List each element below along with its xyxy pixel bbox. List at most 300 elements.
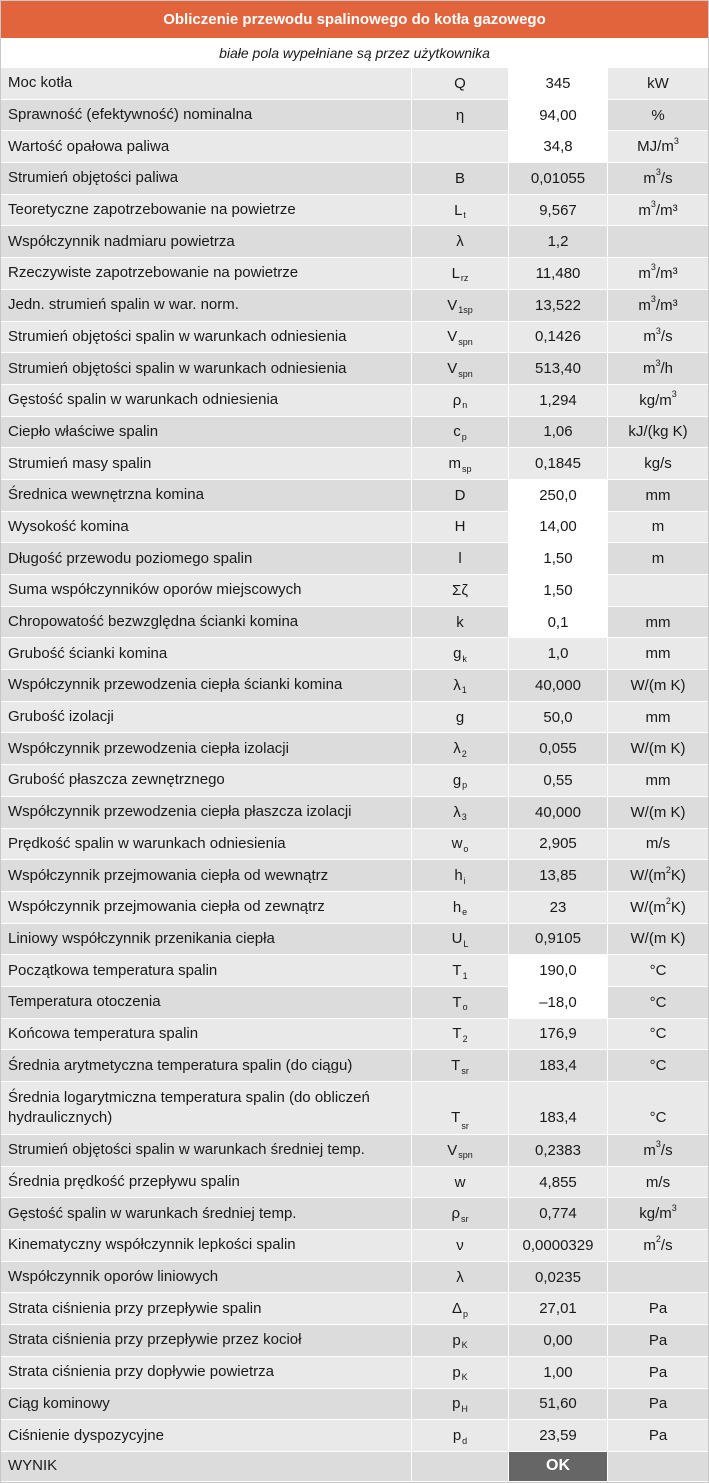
parameter-name: Liniowy współczynnik przenikania ciepła — [1, 924, 412, 955]
unit-main: m — [643, 1141, 656, 1159]
parameter-unit — [608, 1389, 708, 1420]
symbol-main: η — [455, 106, 465, 124]
table-row — [1, 765, 708, 797]
table-row — [1, 1050, 708, 1082]
symbol-main: V — [447, 1141, 458, 1159]
parameter-symbol — [412, 765, 509, 796]
unit-main: mm — [645, 708, 671, 726]
table-row — [1, 1293, 708, 1325]
symbol-subscript: H — [461, 1403, 468, 1414]
parameter-name: Średnia logarytmiczna temperatura spalin (do obliczeń hydraulicznych) — [1, 1082, 412, 1134]
parameter-symbol — [412, 353, 509, 384]
parameter-unit — [608, 1198, 708, 1229]
value-output: 11,480 — [509, 258, 608, 289]
unit-superscript: 3 — [655, 325, 661, 336]
parameter-symbol — [412, 258, 509, 289]
parameter-unit — [608, 575, 708, 606]
unit-main: m — [642, 360, 656, 378]
parameter-name: Ciepło właściwe spalin — [1, 417, 412, 448]
symbol-main: c — [453, 423, 461, 441]
table-row — [1, 607, 708, 639]
table-row — [1, 733, 708, 765]
unit-main: m — [643, 328, 656, 346]
value-output: 0,1426 — [509, 322, 608, 353]
unit-superscript: 3 — [650, 294, 656, 305]
parameter-symbol — [412, 68, 509, 99]
parameter-name: Początkowa temperatura spalin — [1, 955, 412, 986]
parameter-unit — [608, 195, 708, 226]
symbol-main: m — [448, 455, 461, 473]
parameter-unit — [608, 924, 708, 955]
table-row — [1, 417, 708, 449]
parameter-unit — [608, 385, 708, 416]
parameter-unit — [608, 765, 708, 796]
symbol-subscript: K — [461, 1340, 468, 1351]
unit-main: mm — [645, 645, 671, 663]
table-row — [1, 1135, 708, 1167]
symbol-subscript: p — [463, 1308, 469, 1319]
unit-main: W/(m K) — [630, 803, 686, 821]
parameter-name: Średnica wewnętrzna komina — [1, 480, 412, 511]
parameter-symbol — [412, 480, 509, 511]
value-output: 183,4 — [509, 1082, 608, 1134]
unit-main: °C — [649, 1025, 667, 1043]
unit-main: MJ/m — [637, 138, 674, 156]
parameter-unit — [608, 1293, 708, 1324]
table-row — [1, 987, 708, 1019]
symbol-main: p — [452, 1427, 462, 1445]
parameter-unit — [608, 131, 708, 162]
unit-superscript: 2 — [665, 896, 671, 907]
value-input[interactable]: 1,50 — [509, 575, 608, 606]
table-row — [1, 1082, 708, 1135]
symbol-subscript: spn — [458, 1150, 473, 1161]
parameter-unit — [608, 100, 708, 131]
parameter-name: Wartość opałowa paliwa — [1, 131, 412, 162]
value-input[interactable]: 250,0 — [509, 480, 608, 511]
unit-rest: K) — [670, 867, 686, 885]
symbol-main: λ — [453, 740, 461, 758]
unit-main: °C — [649, 962, 667, 980]
parameter-unit — [608, 163, 708, 194]
symbol-subscript: p — [462, 780, 468, 791]
unit-main: °C — [649, 1109, 667, 1126]
symbol-main: l — [458, 550, 462, 568]
parameter-symbol — [412, 1050, 509, 1081]
symbol-main: g — [455, 708, 465, 726]
parameter-symbol — [412, 607, 509, 638]
parameter-symbol — [412, 448, 509, 479]
symbol-subscript: p — [461, 431, 467, 442]
symbol-subscript: sr — [461, 1121, 469, 1131]
value-output: 0,0000329 — [509, 1230, 608, 1261]
table-row — [1, 924, 708, 956]
parameter-name: Temperatura otoczenia — [1, 987, 412, 1018]
sheet-subtitle: białe pola wypełniane są przez użytkownika — [1, 38, 708, 69]
unit-main: m — [643, 1236, 656, 1254]
value-output: 51,60 — [509, 1389, 608, 1420]
symbol-subscript: 2 — [462, 1033, 468, 1044]
unit-main: kJ/(kg K) — [628, 423, 688, 441]
parameter-name: Sprawność (efektywność) nominalna — [1, 100, 412, 131]
parameter-name: Współczynnik przejmowania ciepła od zewnątrz — [1, 892, 412, 923]
table-row — [1, 385, 708, 417]
parameter-symbol — [412, 1357, 509, 1388]
unit-superscript: 3 — [655, 357, 661, 368]
parameter-symbol — [412, 575, 509, 606]
parameter-unit — [608, 607, 708, 638]
symbol-subscript: 1sp — [458, 305, 473, 316]
parameter-name: Grubość płaszcza zewnętrznego — [1, 765, 412, 796]
parameter-symbol — [412, 1082, 509, 1134]
parameter-symbol — [412, 670, 509, 701]
parameter-symbol — [412, 1230, 509, 1261]
parameter-name: Strumień objętości spalin w warunkach odniesienia — [1, 353, 412, 384]
parameter-unit — [608, 258, 708, 289]
table-row — [1, 100, 708, 132]
symbol-main: T — [452, 962, 462, 980]
parameter-name: Współczynnik przewodzenia ciepła ścianki komina — [1, 670, 412, 701]
value-output: 513,40 — [509, 353, 608, 384]
unit-main: °C — [649, 1057, 667, 1075]
parameter-name: Jedn. strumień spalin w war. norm. — [1, 290, 412, 321]
unit-main: m/s — [645, 835, 671, 853]
table-row — [1, 195, 708, 227]
value-output: 23 — [509, 892, 608, 923]
parameter-name: Grubość ścianki komina — [1, 638, 412, 669]
symbol-main: ν — [456, 1236, 464, 1254]
parameter-unit — [608, 670, 708, 701]
value-input[interactable]: 345 — [509, 68, 608, 99]
parameter-unit — [608, 480, 708, 511]
parameter-name: Rzeczywiste zapotrzebowanie na powietrze — [1, 258, 412, 289]
symbol-main: λ — [456, 1268, 464, 1286]
parameter-unit — [608, 226, 708, 257]
parameter-unit — [608, 1262, 708, 1293]
symbol-main: V — [447, 360, 458, 378]
symbol-subscript: sr — [461, 1213, 469, 1224]
symbol-main: p — [452, 1331, 461, 1349]
table-row — [1, 860, 708, 892]
unit-main: Pa — [648, 1395, 668, 1413]
unit-superscript: 3 — [655, 167, 661, 178]
parameter-name: Współczynnik przewodzenia ciepła płaszcza izolacji — [1, 797, 412, 828]
symbol-main: Q — [454, 74, 466, 92]
parameter-unit — [608, 638, 708, 669]
parameter-symbol — [412, 733, 509, 764]
symbol-main: T — [451, 1057, 461, 1075]
unit-rest: /s — [660, 328, 673, 346]
value-input[interactable]: 0,1 — [509, 607, 608, 638]
table-row — [1, 163, 708, 195]
value-output: 1,00 — [509, 1357, 608, 1388]
symbol-main: k — [456, 613, 464, 631]
symbol-main: w — [451, 835, 463, 853]
unit-main: kg/m — [639, 391, 672, 409]
unit-superscript: 3 — [650, 262, 656, 273]
parameter-unit — [608, 829, 708, 860]
symbol-main: V — [447, 328, 458, 346]
symbol-main: ρ — [451, 1205, 461, 1223]
parameter-unit — [608, 417, 708, 448]
table-row — [1, 68, 708, 100]
parameter-symbol — [412, 829, 509, 860]
unit-main: % — [651, 106, 665, 124]
table-row — [1, 448, 708, 480]
parameter-symbol — [412, 1198, 509, 1229]
unit-rest: /m³ — [655, 296, 678, 314]
parameter-symbol — [412, 924, 509, 955]
value-output: 0,774 — [509, 1198, 608, 1229]
parameter-name: Strumień objętości paliwa — [1, 163, 412, 194]
calculation-table — [1, 68, 708, 1482]
parameter-unit — [608, 702, 708, 733]
parameter-name: Strata ciśnienia przy przepływie przez kocioł — [1, 1325, 412, 1356]
value-output: 13,85 — [509, 860, 608, 891]
unit-superscript: 3 — [671, 389, 677, 400]
symbol-main: ρ — [452, 391, 462, 409]
symbol-main: H — [454, 518, 466, 536]
table-row — [1, 543, 708, 575]
symbol-subscript: 1 — [461, 685, 467, 696]
symbol-subscript: sp — [461, 463, 472, 474]
table-row — [1, 322, 708, 354]
unit-main: Pa — [648, 1300, 668, 1318]
unit-main: Pa — [648, 1427, 668, 1445]
parameter-unit — [608, 1135, 708, 1166]
value-output: 0,055 — [509, 733, 608, 764]
parameter-name: Strata ciśnienia przy przepływie spalin — [1, 1293, 412, 1324]
symbol-subscript: K — [461, 1372, 468, 1383]
parameter-name: Współczynnik nadmiaru powietrza — [1, 226, 412, 257]
parameter-unit — [608, 1019, 708, 1050]
symbol-subscript: 3 — [461, 812, 467, 823]
parameter-symbol — [412, 543, 509, 574]
symbol-main: D — [454, 486, 466, 504]
symbol-subscript: spn — [458, 336, 473, 347]
symbol-subscript: d — [462, 1435, 468, 1446]
unit-main: m — [638, 264, 651, 282]
parameter-symbol — [412, 131, 509, 162]
unit-main: m — [651, 518, 665, 536]
symbol-main: g — [452, 771, 462, 789]
result-symbol-cell — [412, 1452, 509, 1481]
value-output: 13,522 — [509, 290, 608, 321]
value-output: 1,294 — [509, 385, 608, 416]
parameter-symbol — [412, 1135, 509, 1166]
parameter-symbol — [412, 1420, 509, 1451]
table-row — [1, 670, 708, 702]
parameter-name: Strumień objętości spalin w warunkach odniesienia — [1, 322, 412, 353]
symbol-main: T — [452, 1025, 462, 1043]
symbol-main: λ — [453, 803, 461, 821]
unit-rest: /h — [660, 360, 674, 378]
value-input[interactable]: 34,8 — [509, 131, 608, 162]
parameter-symbol — [412, 702, 509, 733]
value-output: 4,855 — [509, 1167, 608, 1198]
value-output: 50,0 — [509, 702, 608, 733]
unit-superscript: 2 — [655, 1234, 661, 1245]
parameter-symbol — [412, 1019, 509, 1050]
parameter-symbol — [412, 987, 509, 1018]
unit-main: W/(m — [630, 898, 666, 916]
parameter-name: Współczynnik oporów liniowych — [1, 1262, 412, 1293]
unit-rest: K) — [670, 898, 686, 916]
parameter-name: Kinematyczny współczynnik lepkości spalin — [1, 1230, 412, 1261]
parameter-name: Współczynnik przewodzenia ciepła izolacji — [1, 733, 412, 764]
parameter-symbol — [412, 417, 509, 448]
table-row — [1, 1389, 708, 1421]
parameter-name: Grubość izolacji — [1, 702, 412, 733]
parameter-name: Współczynnik przejmowania ciepła od wewnątrz — [1, 860, 412, 891]
parameter-unit — [608, 543, 708, 574]
parameter-symbol — [412, 892, 509, 923]
symbol-subscript: 2 — [461, 748, 467, 759]
parameter-name: Średnia arytmetyczna temperatura spalin (do ciągu) — [1, 1050, 412, 1081]
table-row — [1, 1198, 708, 1230]
parameter-unit — [608, 1357, 708, 1388]
unit-main: mm — [645, 771, 671, 789]
value-output: 40,000 — [509, 670, 608, 701]
parameter-symbol — [412, 1389, 509, 1420]
symbol-main: λ — [453, 676, 461, 694]
unit-superscript: 3 — [650, 199, 656, 210]
unit-main: m — [643, 169, 656, 187]
parameter-unit — [608, 987, 708, 1018]
symbol-main: h — [452, 898, 462, 916]
unit-main: W/(m K) — [630, 740, 686, 758]
parameter-symbol — [412, 512, 509, 543]
value-output: 1,06 — [509, 417, 608, 448]
symbol-main: g — [453, 645, 462, 663]
table-row — [1, 1167, 708, 1199]
symbol-subscript: rz — [460, 273, 469, 284]
unit-main: m — [651, 550, 665, 568]
result-label: WYNIK — [1, 1452, 412, 1481]
table-row — [1, 702, 708, 734]
symbol-main: h — [454, 867, 463, 885]
table-row — [1, 638, 708, 670]
parameter-name: Wysokość komina — [1, 512, 412, 543]
sheet-title: Obliczenie przewodu spalinowego do kotła gazowego — [1, 1, 708, 38]
value-output: 0,55 — [509, 765, 608, 796]
value-output: 23,59 — [509, 1420, 608, 1451]
value-output: 176,9 — [509, 1019, 608, 1050]
symbol-main: Σζ — [452, 581, 468, 599]
value-output: 40,000 — [509, 797, 608, 828]
parameter-unit — [608, 1050, 708, 1081]
value-output: 0,9105 — [509, 924, 608, 955]
parameter-unit — [608, 1420, 708, 1451]
parameter-symbol — [412, 1293, 509, 1324]
parameter-symbol — [412, 163, 509, 194]
unit-main: °C — [649, 993, 667, 1011]
value-output: 27,01 — [509, 1293, 608, 1324]
symbol-main: V — [447, 296, 458, 314]
parameter-name: Długość przewodu poziomego spalin — [1, 543, 412, 574]
result-value: OK — [509, 1452, 608, 1481]
table-row — [1, 1019, 708, 1051]
table-row — [1, 1230, 708, 1262]
symbol-main: p — [452, 1395, 461, 1413]
parameter-unit — [608, 1325, 708, 1356]
symbol-main: λ — [456, 233, 464, 251]
parameter-name: Ciśnienie dyspozycyjne — [1, 1420, 412, 1451]
parameter-name: Ciąg kominowy — [1, 1389, 412, 1420]
unit-rest: /s — [660, 1141, 673, 1159]
parameter-unit — [608, 68, 708, 99]
parameter-name: Suma współczynników oporów miejscowych — [1, 575, 412, 606]
parameter-symbol — [412, 1262, 509, 1293]
parameter-unit — [608, 860, 708, 891]
table-row — [1, 226, 708, 258]
parameter-symbol — [412, 195, 509, 226]
parameter-unit — [608, 353, 708, 384]
symbol-subscript: i — [463, 875, 466, 886]
table-row — [1, 1325, 708, 1357]
unit-main: m — [638, 201, 651, 219]
unit-superscript: 3 — [671, 1202, 677, 1213]
symbol-main: Δ — [451, 1300, 462, 1318]
unit-rest: /m³ — [655, 264, 678, 282]
value-input[interactable]: –18,0 — [509, 987, 608, 1018]
parameter-unit — [608, 955, 708, 986]
value-output: 0,2383 — [509, 1135, 608, 1166]
value-input[interactable]: 14,00 — [509, 512, 608, 543]
value-output: 0,00 — [509, 1325, 608, 1356]
unit-main: mm — [645, 486, 671, 504]
symbol-main: T — [452, 993, 462, 1011]
unit-rest: /s — [660, 169, 673, 187]
table-row — [1, 512, 708, 544]
parameter-symbol — [412, 290, 509, 321]
table-row — [1, 892, 708, 924]
value-output: 0,0235 — [509, 1262, 608, 1293]
parameter-name: Strumień objętości spalin w warunkach średniej temp. — [1, 1135, 412, 1166]
parameter-symbol — [412, 638, 509, 669]
table-row — [1, 1357, 708, 1389]
unit-superscript: 3 — [673, 135, 679, 146]
unit-superscript: 3 — [655, 1139, 661, 1150]
parameter-name: Gęstość spalin w warunkach odniesienia — [1, 385, 412, 416]
unit-main: mm — [645, 613, 671, 631]
symbol-subscript: o — [463, 843, 469, 854]
symbol-main: L — [454, 201, 463, 219]
parameter-unit — [608, 1167, 708, 1198]
table-row — [1, 955, 708, 987]
parameter-symbol — [412, 385, 509, 416]
unit-main: W/(m K) — [630, 676, 686, 694]
parameter-symbol — [412, 955, 509, 986]
symbol-main: U — [451, 930, 463, 948]
value-input[interactable]: 1,50 — [509, 543, 608, 574]
table-row — [1, 258, 708, 290]
table-row — [1, 353, 708, 385]
table-row — [1, 1262, 708, 1294]
value-input[interactable]: 190,0 — [509, 955, 608, 986]
parameter-unit — [608, 1230, 708, 1261]
parameter-symbol — [412, 860, 509, 891]
unit-superscript: 2 — [665, 864, 671, 875]
parameter-name: Chropowatość bezwzględna ścianki komina — [1, 607, 412, 638]
parameter-name: Prędkość spalin w warunkach odniesienia — [1, 829, 412, 860]
value-output: 1,2 — [509, 226, 608, 257]
unit-main: Pa — [648, 1363, 668, 1381]
parameter-unit — [608, 290, 708, 321]
value-input[interactable]: 94,00 — [509, 100, 608, 131]
parameter-unit — [608, 733, 708, 764]
symbol-main: L — [451, 264, 460, 282]
